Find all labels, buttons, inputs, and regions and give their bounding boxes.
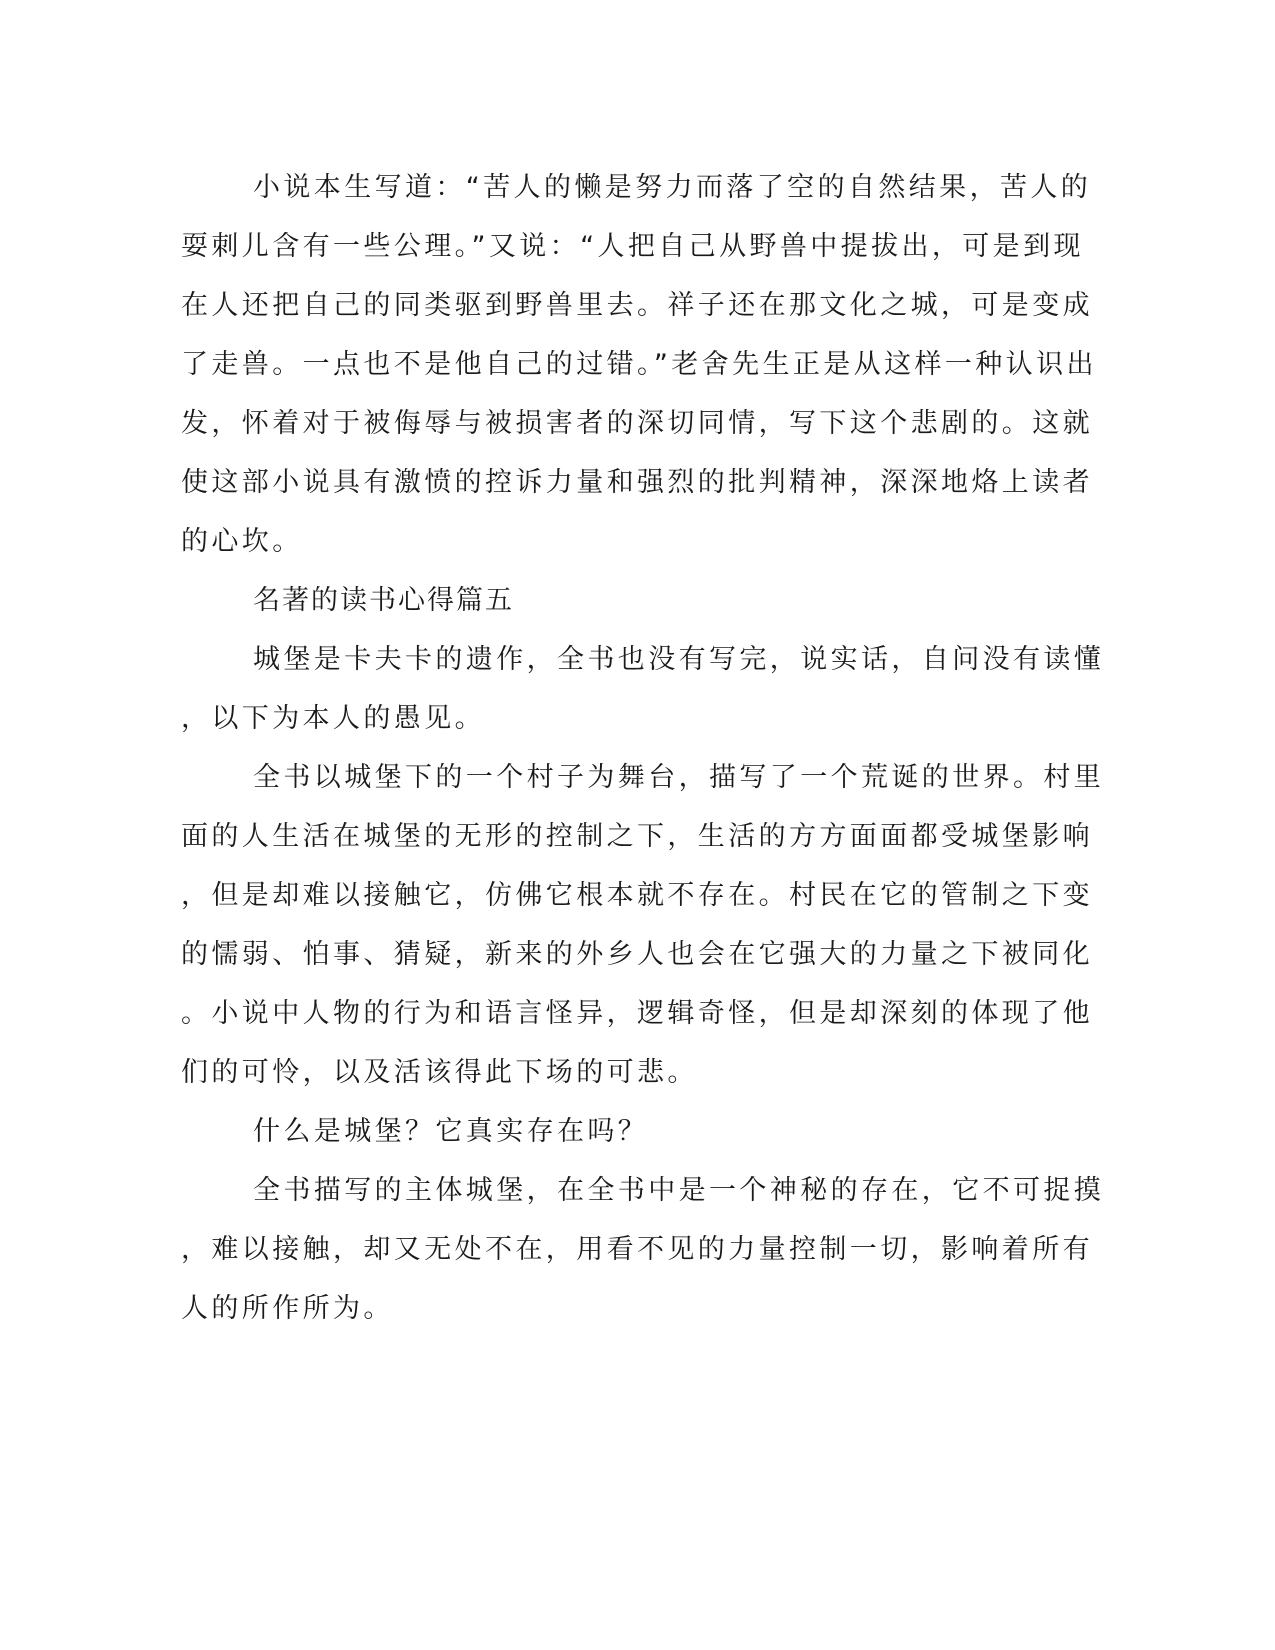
paragraph <box>181 630 1105 748</box>
paragraph-line: 了走兽。一点也不是他自己的过错。”老舍先生正是从这样一种认识出 <box>181 349 1097 380</box>
paragraph-line: ，但是却难以接触它，仿佛它根本就不存在。村民在它的管制之下变 <box>181 880 1093 911</box>
paragraph-line: ，难以接触，却又无处不在，用看不见的力量控制一切，影响着所有 <box>181 1234 1093 1265</box>
paragraph-line: 的懦弱、怕事、猜疑，新来的外乡人也会在它强大的力量之下被同化 <box>181 939 1093 970</box>
section-title <box>181 571 1041 630</box>
paragraph-line: 的心坎。 <box>181 526 303 557</box>
paragraph-line: 使这部小说具有激愤的控诉力量和强烈的批判精神，深深地烙上读者 <box>181 467 1093 498</box>
paragraph-line: 耍刺儿含有一些公理。”又说：“人把自己从野兽中提拔出，可是到现 <box>181 231 1084 262</box>
paragraph-line: 什么是城堡？它真实存在吗？ <box>253 1116 649 1147</box>
paragraph-line: 。小说中人物的行为和语言怪异，逻辑奇怪，但是却深刻的体现了他 <box>181 998 1093 1029</box>
paragraph-line: 发，怀着对于被侮辱与被损害者的深切同情，写下这个悲剧的。这就 <box>181 408 1093 439</box>
paragraph-line: 们的可怜，以及活该得此下场的可悲。 <box>181 1057 698 1088</box>
paragraph-line: 小说本生写道：“苦人的懒是努力而落了空的自然结果，苦人的 <box>253 172 1092 203</box>
paragraph <box>181 158 1097 571</box>
paragraph-line: 人的所作所为。 <box>181 1293 394 1324</box>
paragraph <box>181 1102 1041 1161</box>
paragraph-line: 面的人生活在城堡的无形的控制之下，生活的方方面面都受城堡影响 <box>181 821 1093 852</box>
paragraph <box>181 1161 1105 1338</box>
paragraph-line: 全书以城堡下的一个村子为舞台，描写了一个荒诞的世界。村里 <box>253 762 1105 793</box>
document-body <box>181 158 1105 1338</box>
paragraph <box>181 748 1105 1102</box>
section-title-text: 名著的读书心得篇五 <box>253 585 514 616</box>
paragraph-line: 全书描写的主体城堡，在全书中是一个神秘的存在，它不可捉摸 <box>253 1175 1105 1206</box>
paragraph-line: 在人还把自己的同类驱到野兽里去。祥子还在那文化之城，可是变成 <box>181 290 1093 321</box>
paragraph-line: ，以下为本人的愚见。 <box>181 703 485 734</box>
paragraph-line: 城堡是卡夫卡的遗作，全书也没有写完，说实话，自问没有读懂 <box>253 644 1105 675</box>
